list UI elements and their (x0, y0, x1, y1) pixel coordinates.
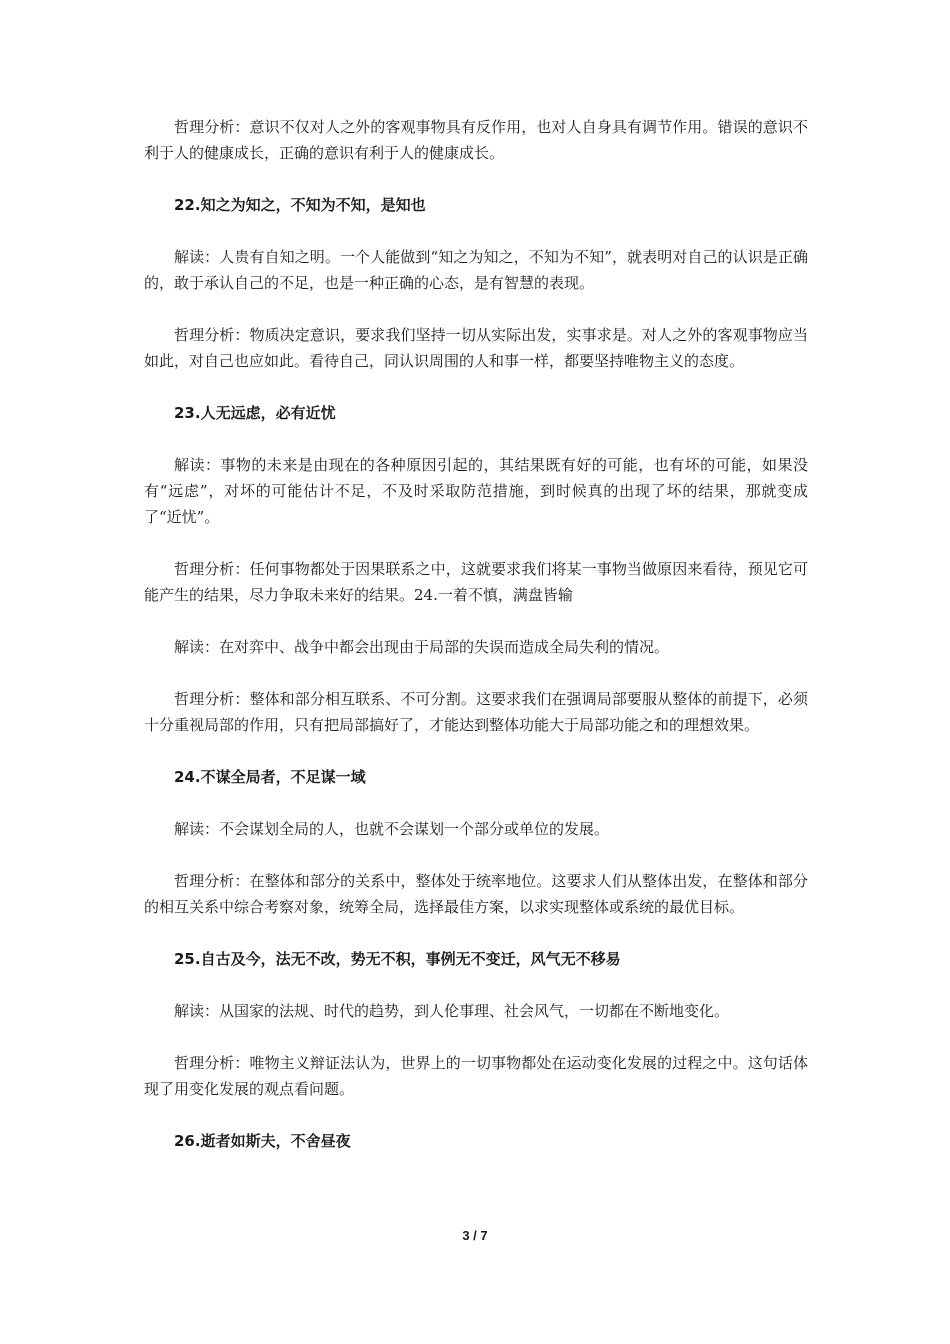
paragraph: 哲理分析：在整体和部分的关系中，整体处于统率地位。这要求人们从整体出发，在整体和部分的相互关系中综合考察对象，统筹全局，选择最佳方案，以求实现整体或系统的最优目标。 (144, 872, 808, 916)
paragraph: 哲理分析：物质决定意识，要求我们坚持一切从实际出发，实事求是。对人之外的客观事物应当如此，对自己也应如此。看待自己，同认识周围的人和事一样，都要坚持唯物主义的态度。 (144, 326, 808, 370)
section-heading: 26.逝者如斯夫，不舍昼夜 (174, 1132, 351, 1150)
paragraph: 解读：事物的未来是由现在的各种原因引起的，其结果既有好的可能，也有坏的可能，如果没有“远虑”，对坏的可能估计不足，不及时采取防范措施，到时候真的出现了坏的结果，那就变成了“近忧”。 (144, 456, 808, 526)
paragraph: 哲理分析：意识不仅对人之外的客观事物具有反作用，也对人自身具有调节作用。错误的意识不利于人的健康成长，正确的意识有利于人的健康成长。 (144, 118, 808, 162)
page-number: 3 / 7 (462, 1228, 488, 1243)
document-body (144, 114, 808, 1180)
paragraph: 哲理分析：唯物主义辩证法认为，世界上的一切事物都处在运动变化发展的过程之中。这句话体现了用变化发展的观点看问题。 (144, 1054, 808, 1098)
paragraph: 解读：从国家的法规、时代的趋势，到人伦事理、社会风气，一切都在不断地变化。 (174, 1002, 730, 1020)
section-heading: 24.不谋全局者，不足谋一域 (174, 768, 366, 786)
paragraph: 解读：不会谋划全局的人，也就不会谋划一个部分或单位的发展。 (174, 820, 610, 838)
paragraph: 哲理分析：整体和部分相互联系、不可分割。这要求我们在强调局部要服从整体的前提下，必须十分重视局部的作用，只有把局部搞好了，才能达到整体功能大于局部功能之和的理想效果。 (144, 690, 808, 734)
section-heading: 22.知之为知之，不知为不知，是知也 (174, 196, 426, 214)
section-heading: 25.自古及今，法无不改，势无不积，事例无不变迁，风气无不移易 (174, 950, 621, 968)
paragraph: 哲理分析：任何事物都处于因果联系之中，这就要求我们将某一事物当做原因来看待，预见它可能产生的结果，尽力争取未来好的结果。24.一着不慎，满盘皆输 (144, 560, 808, 604)
section-heading: 23.人无远虑，必有近忧 (174, 404, 336, 422)
paragraph: 解读：在对弈中、战争中都会出现由于局部的失误而造成全局失利的情况。 (174, 638, 670, 656)
paragraph: 解读：人贵有自知之明。一个人能做到“知之为知之，不知为不知”，就表明对自己的认识是正确的，敢于承认自己的不足，也是一种正确的心态，是有智慧的表现。 (144, 248, 808, 292)
